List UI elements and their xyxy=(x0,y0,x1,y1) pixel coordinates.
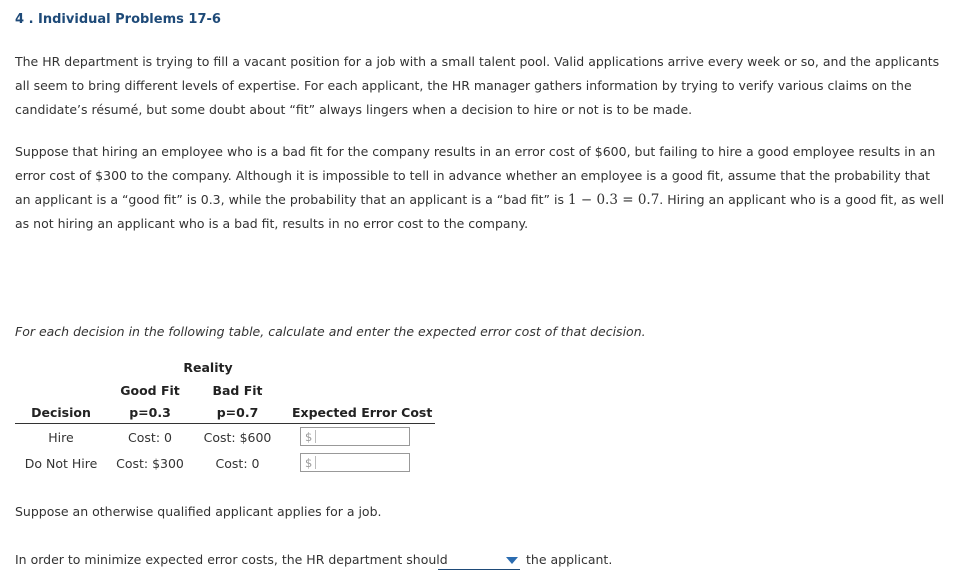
good-fit-probability: p=0.3 xyxy=(129,405,171,420)
hire-decision-dropdown[interactable] xyxy=(438,552,520,570)
cost-paragraph-part1: Suppose that hiring an employee who is a bad fit for the company results in an error cost of $600, but failing to hire a good employee results in an error cost of $300 to the company. Although it is impossible to tell in advance whether an employee is a good fit, assume that the probability that an applicant is a “good fit” is 0.3, while the probability that an applicant is a “bad fit” is xyxy=(15,144,936,207)
hire-bad-cost: Cost: $600 xyxy=(203,430,272,445)
chevron-down-icon[interactable] xyxy=(506,557,518,564)
hire-good-cost: Cost: 0 xyxy=(128,430,172,445)
minimize-sentence-start: In order to minimize expected error costs, the HR department should xyxy=(15,552,448,567)
good-fit-header: Good Fit xyxy=(120,383,180,398)
decision-header: Decision xyxy=(31,405,91,420)
dollar-sign-icon: $ xyxy=(305,430,313,444)
table-instruction: For each decision in the following table, calculate and enter the expected error cost of that decision. xyxy=(15,324,646,339)
do-not-hire-expected-cost-input[interactable] xyxy=(300,453,410,472)
cost-paragraph-part2: . Hiring an applicant who is a good fit, as well as not hiring an applicant who is a bad fit, results in no error cost to the company. xyxy=(15,192,945,231)
input-separator xyxy=(315,456,316,469)
cost-paragraph xyxy=(15,140,945,236)
hire-decision: Hire xyxy=(48,430,74,445)
input-separator xyxy=(315,430,316,443)
do-not-hire-good-cost: Cost: $300 xyxy=(116,456,184,471)
applicant-sentence: Suppose an otherwise qualified applicant applies for a job. xyxy=(15,504,382,519)
problem-title: 4 . Individual Problems 17-6 xyxy=(15,12,221,27)
do-not-hire-bad-cost: Cost: 0 xyxy=(215,456,260,471)
bad-fit-header: Bad Fit xyxy=(212,383,263,398)
error-cost-table xyxy=(15,358,435,478)
minimize-sentence-end: the applicant. xyxy=(526,552,613,567)
header-rule xyxy=(15,423,435,424)
dollar-sign-icon: $ xyxy=(305,456,313,470)
intro-paragraph: The HR department is trying to fill a vacant position for a job with a small talent pool. Valid applications arrive every week or so, and the applicants all seem to bring different levels of expertise. For each applicant, the HR manager gathers information by trying to verify various claims on the candidate’s résumé, but some doubt about “fit” always lingers when a decision to hire or not is to be made. xyxy=(15,54,940,117)
expected-cost-header: Expected Error Cost xyxy=(292,405,433,420)
bad-fit-probability: p=0.7 xyxy=(216,405,259,420)
probability-math: 1 − 0.3 = 0.7 xyxy=(567,192,660,208)
reality-header: Reality xyxy=(183,360,233,375)
hire-expected-cost-input[interactable] xyxy=(300,427,410,446)
do-not-hire-decision: Do Not Hire xyxy=(24,456,98,471)
